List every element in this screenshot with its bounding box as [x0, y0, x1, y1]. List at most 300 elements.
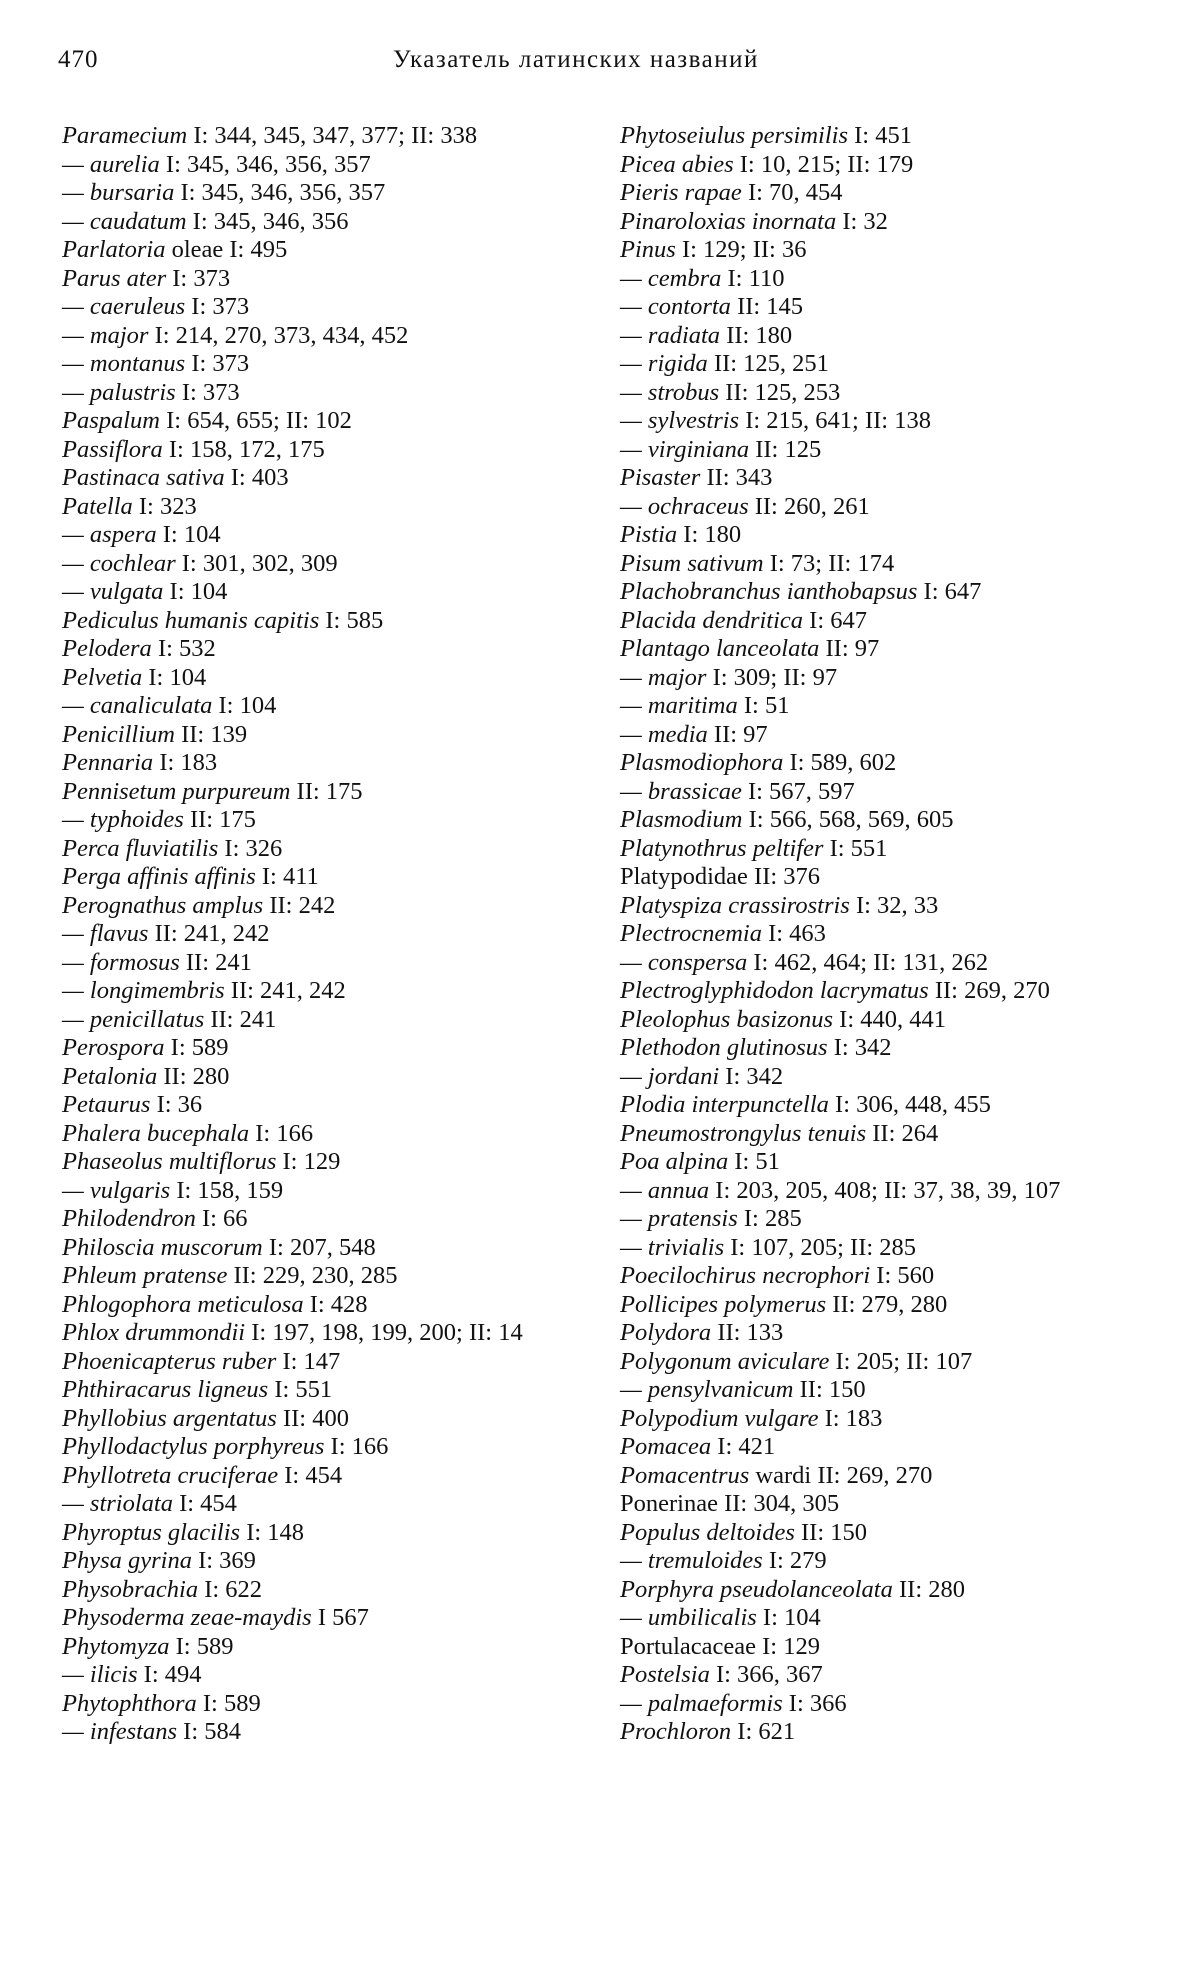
index-references: Portulacaceae I: 129 — [620, 1632, 820, 1660]
index-references: II: 241 — [204, 1005, 277, 1033]
index-entry — [620, 692, 1140, 721]
index-term: — major — [62, 321, 149, 349]
index-references: Ponerinae II: 304, 305 — [620, 1490, 840, 1517]
index-term: Pollicipes polymerus — [620, 1290, 827, 1318]
page-header — [58, 46, 1138, 86]
index-references: I: 454 — [172, 1490, 237, 1517]
index-references: I: 51 — [737, 692, 790, 719]
index-references: I: 180 — [677, 521, 742, 548]
index-term: — vulgaris — [62, 1176, 171, 1204]
index-references: I: 589 — [169, 1632, 234, 1660]
index-references: I: 589, 602 — [783, 749, 897, 776]
index-references: I: 440, 441 — [833, 1005, 946, 1033]
index-references: I: 306, 448, 455 — [828, 1091, 991, 1118]
index-term: — ilicis — [62, 1661, 138, 1688]
index-term: Pisaster — [620, 464, 701, 491]
index-term: — bursaria — [62, 179, 175, 206]
index-references: I: 369 — [191, 1547, 256, 1574]
index-entry — [62, 1604, 582, 1633]
index-entry — [620, 1633, 1140, 1662]
index-references: II: 150 — [793, 1376, 866, 1403]
index-term: Pelvetia — [62, 663, 143, 691]
index-entry — [620, 1433, 1140, 1462]
index-references: I: 551 — [823, 834, 888, 862]
index-references: II: 242 — [263, 891, 336, 919]
index-term: — palustris — [62, 378, 176, 406]
index-references: II: 139 — [174, 720, 248, 748]
index-term: — formosus — [62, 948, 180, 976]
index-entry — [620, 379, 1140, 408]
index-references: II: 97 — [707, 720, 768, 748]
index-term: Phlogophora meticulosa — [62, 1290, 304, 1318]
running-title: Указатель латинских названий — [393, 46, 759, 73]
index-entry — [62, 1348, 582, 1377]
index-entry — [62, 778, 582, 807]
index-entry — [620, 350, 1140, 379]
index-references: II: 229, 230, 285 — [227, 1262, 398, 1289]
index-references: I: 104 — [212, 692, 277, 719]
index-term: Pelodera — [62, 635, 152, 662]
index-entry — [620, 607, 1140, 636]
index-references: I: 207, 548 — [262, 1233, 376, 1261]
index-references: I: 107, 205; II: 285 — [724, 1233, 917, 1261]
index-entry — [62, 1433, 582, 1462]
index-entry — [620, 265, 1140, 294]
index-references: II: 241, 242 — [148, 920, 270, 947]
index-term: — trivialis — [620, 1233, 725, 1261]
index-entry — [62, 179, 582, 208]
index-term: Phytomyza — [62, 1632, 170, 1660]
index-references: I: 104 — [156, 521, 221, 548]
index-term: Polygonum aviculare — [620, 1347, 830, 1375]
index-entry — [62, 806, 582, 835]
index-references: I: 129 — [276, 1148, 341, 1175]
index-references: I: 183 — [818, 1404, 883, 1432]
index-references: I: 411 — [255, 863, 319, 890]
index-entry — [62, 1633, 582, 1662]
index-references: I: 70, 454 — [741, 179, 843, 206]
index-entry — [620, 436, 1140, 465]
index-entry — [62, 236, 582, 265]
index-term: Perognathus amplus — [62, 891, 264, 919]
index-references: II: 269, 270 — [928, 977, 1050, 1004]
index-term: Pastinaca sativa — [62, 464, 225, 491]
index-entry — [620, 1063, 1140, 1092]
index-term: Parus ater — [62, 264, 167, 292]
index-references: oleae I: 495 — [165, 236, 288, 263]
index-references: I: 183 — [153, 749, 218, 776]
index-entry — [62, 1234, 582, 1263]
index-references: II: 280 — [892, 1575, 965, 1603]
index-entry — [620, 1034, 1140, 1063]
index-entry — [620, 550, 1140, 579]
index-term: Petalonia — [62, 1062, 158, 1090]
index-entry — [62, 1519, 582, 1548]
index-entry — [620, 1205, 1140, 1234]
index-references: I: 203, 205, 408; II: 37, 38, 39, 107 — [709, 1176, 1061, 1204]
index-term: Plasmodium — [620, 806, 743, 833]
index-entry — [620, 1604, 1140, 1633]
index-references: I: 166 — [249, 1119, 314, 1147]
index-entry — [620, 1462, 1140, 1491]
index-entry — [62, 1091, 582, 1120]
index-entry — [62, 1490, 582, 1519]
index-references: I: 551 — [268, 1376, 333, 1403]
index-term: — montanus — [62, 350, 186, 377]
index-entry — [62, 949, 582, 978]
index-entry — [620, 1376, 1140, 1405]
index-entry — [62, 1405, 582, 1434]
index-term: Pennisetum purpureum — [62, 777, 291, 805]
index-entry — [620, 778, 1140, 807]
index-references: I: 10, 215; II: 179 — [733, 150, 914, 178]
index-entry — [620, 721, 1140, 750]
index-references: I: 110 — [721, 264, 785, 292]
index-term: — aurelia — [62, 150, 160, 178]
index-term: — media — [620, 720, 708, 748]
index-entry — [62, 521, 582, 550]
index-entry — [620, 1348, 1140, 1377]
index-term: Philoscia muscorum — [62, 1233, 263, 1261]
index-references: II: 241, 242 — [224, 977, 346, 1004]
index-references: I: 36 — [150, 1091, 203, 1118]
index-references: I: 403 — [224, 464, 289, 491]
index-entry — [62, 265, 582, 294]
index-term: Phlox drummondii — [62, 1319, 246, 1346]
index-entry — [62, 607, 582, 636]
index-references: I: 51 — [728, 1148, 780, 1175]
index-term: Plodia interpunctella — [620, 1091, 829, 1118]
index-term: Patella — [62, 492, 133, 520]
index-term: Physa gyrina — [62, 1547, 192, 1574]
index-references: I: 373 — [175, 378, 240, 406]
index-term: — penicillatus — [62, 1005, 205, 1033]
index-term: — vulgata — [62, 578, 164, 605]
index-term: — flavus — [62, 920, 149, 947]
index-references: I: 366 — [782, 1689, 847, 1717]
index-entry — [62, 721, 582, 750]
index-entry — [620, 977, 1140, 1006]
index-term: Picea abies — [620, 150, 734, 178]
index-references: I: 421 — [711, 1433, 776, 1460]
index-term: — typhoides — [62, 806, 184, 833]
index-references: I: 166 — [324, 1433, 389, 1460]
index-term: Physoderma zeae-maydis — [62, 1604, 312, 1631]
index-references: I: 567, 597 — [741, 777, 855, 805]
index-term: Perospora — [62, 1034, 165, 1061]
index-term: Perga affinis affinis — [62, 863, 256, 890]
index-references: I: 462, 464; II: 131, 262 — [747, 948, 989, 976]
index-entry — [62, 322, 582, 351]
index-entry — [62, 1661, 582, 1690]
index-term: — contorta — [620, 293, 731, 320]
index-term: — umbilicalis — [620, 1604, 757, 1631]
index-term: — infestans — [62, 1718, 178, 1745]
index-references: I: 301, 302, 309 — [175, 549, 338, 577]
index-entry — [62, 1034, 582, 1063]
index-references: I: 342 — [827, 1034, 892, 1061]
index-entry — [62, 1718, 582, 1747]
index-references: I: 285 — [737, 1205, 802, 1232]
index-entry — [62, 1205, 582, 1234]
index-references: I: 129; II: 36 — [675, 236, 807, 263]
index-term: — longimembris — [62, 977, 225, 1004]
index-entry — [620, 179, 1140, 208]
index-term: Phytoseiulus persimilis — [620, 122, 848, 149]
index-entry — [62, 379, 582, 408]
index-term: Philodendron — [62, 1205, 196, 1232]
index-references: I: 104 — [163, 578, 228, 605]
index-entry — [62, 920, 582, 949]
index-references: I: 584 — [177, 1718, 241, 1745]
index-term: — ochraceus — [620, 492, 749, 520]
index-entry — [62, 1063, 582, 1092]
index-references: II: 180 — [720, 321, 793, 349]
index-entry — [620, 1234, 1140, 1263]
index-entry — [62, 1006, 582, 1035]
index-term: Petaurus — [62, 1091, 151, 1118]
index-entry — [62, 493, 582, 522]
index-entry — [62, 1376, 582, 1405]
index-term: — pensylvanicum — [620, 1376, 794, 1403]
index-entry — [620, 493, 1140, 522]
index-entry — [620, 1177, 1140, 1206]
index-references: II: 97 — [819, 635, 880, 662]
index-entry — [62, 350, 582, 379]
index-term: Pisum sativum — [620, 549, 764, 577]
index-entry — [620, 407, 1140, 436]
index-references: II: 125, 253 — [719, 378, 841, 406]
index-references: I: 428 — [303, 1290, 368, 1318]
index-references: I: 73; II: 174 — [763, 549, 895, 577]
index-references: I: 32 — [836, 207, 888, 235]
index-term: — tremuloides — [620, 1547, 763, 1574]
index-references: I: 148 — [240, 1518, 305, 1546]
index-term: — striolata — [62, 1490, 173, 1517]
index-entry — [62, 1177, 582, 1206]
index-references: I 567 — [311, 1604, 369, 1631]
index-term: Pinaroloxias inornata — [620, 207, 837, 235]
index-entry — [620, 1091, 1140, 1120]
index-references: I: 158, 172, 175 — [162, 435, 325, 463]
index-references: I: 373 — [166, 264, 231, 292]
index-entry — [620, 1690, 1140, 1719]
index-term: Passiflora — [62, 435, 163, 463]
index-entry — [62, 1262, 582, 1291]
index-term: Phthiracarus ligneus — [62, 1376, 269, 1403]
index-term: — caudatum — [62, 207, 187, 235]
index-references: II: 343 — [700, 464, 773, 491]
index-entry — [620, 578, 1140, 607]
index-term: Plectrocnemia — [620, 920, 762, 947]
index-term: — pratensis — [620, 1205, 738, 1232]
index-references: I: 585 — [319, 606, 384, 634]
index-references: I: 158, 159 — [170, 1176, 284, 1204]
index-references: I: 345, 346, 356, 357 — [174, 179, 386, 206]
index-entry — [620, 1519, 1140, 1548]
index-term: — major — [620, 663, 707, 691]
index-references: I: 345, 346, 356 — [186, 207, 349, 235]
index-entry — [620, 208, 1140, 237]
index-references: I: 451 — [847, 122, 912, 149]
index-term: — virginiana — [620, 435, 750, 463]
index-term: Plectroglyphidodon lacrymatus — [620, 977, 929, 1004]
index-references: wardi II: 269, 270 — [749, 1461, 933, 1489]
index-entry — [62, 692, 582, 721]
index-term: Phalera bucephala — [62, 1119, 250, 1147]
index-entry — [620, 1547, 1140, 1576]
index-references: II: 175 — [290, 777, 363, 805]
index-term: Phoenicapterus ruber — [62, 1347, 277, 1375]
index-entry — [620, 664, 1140, 693]
index-entry — [620, 1291, 1140, 1320]
index-entry — [62, 208, 582, 237]
index-term: Pieris rapae — [620, 179, 742, 206]
index-entry — [62, 977, 582, 1006]
index-term: — brassicae — [620, 777, 742, 805]
index-term: Placida dendritica — [620, 606, 804, 634]
index-entry — [620, 749, 1140, 778]
index-term: Polydora — [620, 1319, 712, 1346]
index-entry — [62, 578, 582, 607]
index-references: II: 264 — [866, 1119, 939, 1147]
index-term: Phleum pratense — [62, 1262, 228, 1289]
index-entry — [62, 122, 582, 151]
index-references: II: 145 — [730, 293, 804, 320]
index-term: — strobus — [620, 378, 720, 406]
index-term: Pomacea — [620, 1433, 712, 1460]
index-term: — cochlear — [62, 549, 176, 577]
index-references: I: 566, 568, 569, 605 — [742, 806, 954, 833]
index-entry — [620, 635, 1140, 664]
index-entry — [62, 1319, 582, 1348]
index-references: I: 454 — [278, 1461, 343, 1489]
index-entry — [620, 464, 1140, 493]
index-entry — [62, 664, 582, 693]
index-term: Porphyra pseudolanceolata — [620, 1575, 893, 1603]
index-entry — [62, 151, 582, 180]
index-term: — aspera — [62, 521, 157, 548]
index-references: I: 589 — [196, 1689, 261, 1717]
index-term: Phyllotreta cruciferae — [62, 1461, 279, 1489]
index-term: — cembra — [620, 264, 722, 292]
index-term: Polypodium vulgare — [620, 1404, 819, 1432]
index-term: Plasmodiophora — [620, 749, 784, 776]
index-entry — [620, 1718, 1140, 1747]
index-entry — [62, 835, 582, 864]
index-term: Platynothrus peltifer — [620, 834, 824, 862]
index-term: Phyroptus glacilis — [62, 1518, 241, 1546]
index-term: Pennaria — [62, 749, 154, 776]
index-entry — [620, 1576, 1140, 1605]
index-entry — [620, 322, 1140, 351]
index-references: II: 400 — [276, 1404, 349, 1432]
index-references: II: 175 — [183, 806, 256, 833]
index-term: Pneumostrongylus tenuis — [620, 1119, 867, 1147]
index-references: I: 654, 655; II: 102 — [160, 407, 352, 434]
index-references: I: 197, 198, 199, 200; II: 14 — [245, 1319, 523, 1346]
index-references: I: 373 — [185, 293, 250, 320]
index-references: I: 215, 641; II: 138 — [739, 407, 931, 434]
index-references: I: 279 — [762, 1547, 827, 1574]
index-references: I: 104 — [142, 663, 207, 691]
index-references: I: 309; II: 97 — [706, 663, 838, 691]
index-references: II: 133 — [711, 1319, 784, 1346]
index-entry — [62, 550, 582, 579]
index-references: I: 494 — [137, 1661, 202, 1688]
index-references: I: 463 — [761, 920, 826, 947]
index-entry — [62, 1576, 582, 1605]
index-term: Poecilochirus necrophori — [620, 1262, 871, 1289]
index-entry — [620, 521, 1140, 550]
index-references: I: 366, 367 — [709, 1661, 823, 1688]
index-entry — [62, 1120, 582, 1149]
index-entry — [620, 1490, 1140, 1519]
index-term: Pediculus humanis capitis — [62, 606, 320, 634]
index-term: Postelsia — [620, 1661, 710, 1688]
index-term: Penicillium — [62, 720, 175, 748]
page-number: 470 — [58, 46, 99, 73]
index-references: I: 32, 33 — [849, 891, 939, 919]
index-references: II: 125, 251 — [707, 350, 829, 377]
index-entry — [62, 293, 582, 322]
index-references: II: 241 — [179, 948, 252, 976]
index-references: I: 342 — [719, 1062, 784, 1090]
index-entry — [620, 122, 1140, 151]
index-term: Poa alpina — [620, 1148, 729, 1175]
index-references: I: 147 — [276, 1347, 341, 1375]
index-entry — [620, 236, 1140, 265]
index-term: — annua — [620, 1176, 710, 1204]
index-references: I: 345, 346, 356, 357 — [159, 150, 371, 178]
index-entry — [62, 1547, 582, 1576]
index-entry — [620, 151, 1140, 180]
index-term: Pomacentrus — [620, 1461, 750, 1489]
index-references: I: 373 — [185, 350, 250, 377]
index-entry — [620, 949, 1140, 978]
index-entry — [62, 1291, 582, 1320]
index-term: — palmaeformis — [620, 1689, 783, 1717]
index-references: I: 647 — [917, 578, 982, 605]
index-term: — sylvestris — [620, 407, 740, 434]
index-term: Plethodon glutinosus — [620, 1034, 828, 1061]
index-references: II: 280 — [157, 1062, 230, 1090]
index-references: I: 326 — [218, 834, 283, 862]
index-entry — [620, 1148, 1140, 1177]
index-term: Paspalum — [62, 407, 160, 434]
index-entry — [62, 407, 582, 436]
index-term: Plantago lanceolata — [620, 635, 820, 662]
index-term: Pleolophus basizonus — [620, 1005, 834, 1033]
index-entry — [620, 1405, 1140, 1434]
index-references: II: 150 — [794, 1518, 868, 1546]
index-references: I: 560 — [870, 1262, 935, 1289]
index-entry — [62, 635, 582, 664]
index-references: I: 589 — [164, 1034, 229, 1061]
index-entry — [62, 1462, 582, 1491]
index-references: II: 125 — [749, 435, 822, 463]
index-entry — [62, 863, 582, 892]
index-term: Phyllobius argentatus — [62, 1404, 277, 1432]
index-term: — radiata — [620, 321, 721, 349]
index-entry — [620, 920, 1140, 949]
index-entry — [62, 464, 582, 493]
index-entry — [620, 293, 1140, 322]
index-term: Parlatoria — [62, 236, 166, 263]
index-entry — [62, 1690, 582, 1719]
index-entry — [620, 892, 1140, 921]
index-entry — [62, 436, 582, 465]
